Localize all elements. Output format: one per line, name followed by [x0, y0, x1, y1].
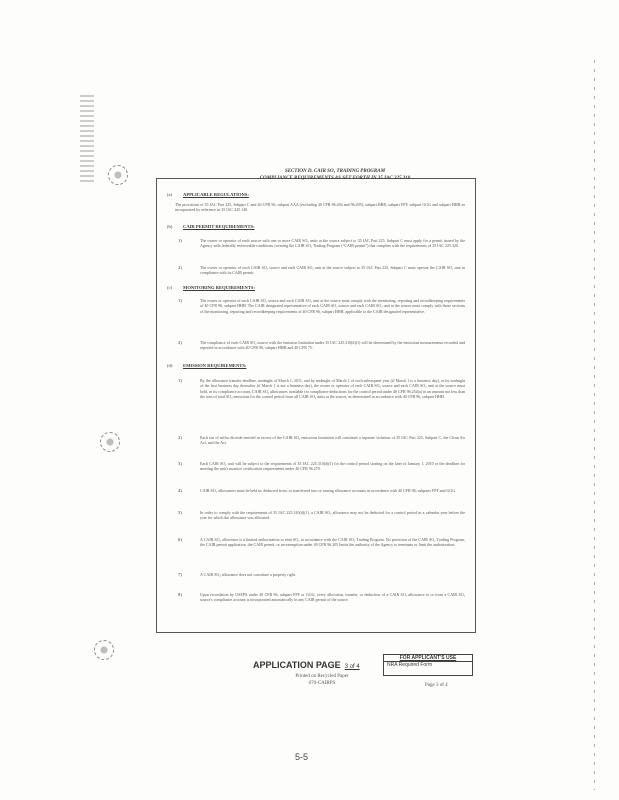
section-d-item-1-text: By the allowance transfer deadline, midnight of March 1, 2011, and by midnight of March 1 of each subsequent year (if March 1 is a business day), or by midnight of the first business day thereafter (if March 1 is not a business day), the owner or operator of each CAIR SO₂ source and each CAIR SO₂ unit at the source must hold, in its compliance account, CAIR SO₂ allowances available for compliance deductions for the control period under 40 CFR 96.254(a) in an amount not less than the tons of total SO₂ emissions for the control period from all CAIR SO₂ units at the source, as determined in accordance with 40 CFR 96, subpart HHH.	[200, 378, 465, 399]
section-a-text: The provisions of 35 IAC Part 225, Subpart C and 40 CFR 96, subpart AAA (excluding 40 CFR 96.204 and 96.205), subpart BBB, subpart FFF, subpart GGG and subpart HHH as incorporated by reference in 35 IAC 225.140.	[175, 202, 465, 213]
section-b-tag: (b)	[167, 224, 173, 229]
footer-recycled: Printed on Recycled Paper	[295, 674, 349, 679]
section-d-item-5-num: 5)	[178, 510, 182, 515]
section-b-item-1-num: 1)	[178, 238, 182, 243]
section-c-item-2-text: The compliance of each CAIR SO₂ source with the emission limitation under 35 IAC 225.310(d)(1) will be determined by the emissions measurements recorded and reported in accordance with 40 CFR 96, subpart HHH and 40 CFR 75.	[200, 340, 465, 351]
section-header	[200, 168, 470, 182]
binder-hole-icon	[108, 165, 128, 185]
page-number: 5-5	[295, 752, 309, 762]
section-d-item-7-text: A CAIR SO₂ allowance does not constitute a property right.	[200, 572, 296, 577]
section-d-item-2-num: 2)	[178, 435, 182, 440]
section-c-item-2-num: 2)	[178, 340, 182, 345]
section-c-item-1-num: 1)	[178, 298, 182, 303]
section-d-item-8-text: Upon recordation by USEPA under 40 CFR 96, subpart FFF or GGG, every allocation, transfer, or deduction of a CAIR SO₂ allowance to or from a CAIR SO₂ source's compliance account is incorporated automatically in any CAIR permit of the source.	[200, 592, 465, 603]
section-d-item-4-num: 4)	[178, 488, 182, 493]
section-d-title: EMISSION REQUIREMENTS:	[183, 363, 247, 368]
section-c-title: MONITORING REQUIREMENTS:	[183, 285, 256, 290]
section-d-item-3-num: 3)	[178, 461, 182, 466]
section-b-title: CAIR PERMIT REQUIREMENTS:	[183, 224, 255, 229]
binder-hole-icon	[100, 432, 120, 452]
section-header-line2: COMPLIANCE REQUIREMENTS AS SET FORTH IN 35 IAC 225.310	[259, 176, 411, 181]
section-d-item-2-text: Each ton of sulfur dioxide emitted in excess of the CAIR SO₂ emissions limitation will constitute a separate violation of 35 IAC Part 225, Subpart C, the Clean Air Act, and the Act.	[200, 435, 465, 446]
section-c-tag: (c)	[167, 285, 173, 290]
side-stamp-mark	[80, 95, 94, 185]
footer-form-code: 070-CAIRPS	[308, 681, 336, 686]
section-d-item-6-text: A CAIR SO₂ allowance is a limited authorization to emit SO₂ in accordance with the CAIR SO₂ Trading Program. No provision of the CAIR SO₂ Trading Program, the CAIR permit application, the CAIR permit, or an exemption under 40 CFR 96.205 limits the authority of the Agency to terminate or limit the authorization.	[200, 537, 465, 548]
section-b-item-1-text: The owner or operator of each source with one or more CAIR SO₂ units at the source subject to 35 IAC Part 225, Subpart C must apply for a permit issued by the Agency with federally enforceable conditions covering the CAIR SO₂ Trading Program (“CAIR permit”) that complies with the requirements of 35 IAC 225.320.	[200, 238, 465, 249]
binder-hole-icon	[94, 640, 114, 660]
section-b-item-2-num: 2)	[178, 265, 182, 270]
application-page-number: 3 of 4	[344, 664, 360, 670]
section-a-title: APPLICABLE REGULATIONS:	[183, 192, 249, 197]
section-header-line1: SECTION D. CAIR SO₂ TRADING PROGRAM	[284, 169, 386, 174]
section-d-item-5-text: In order to comply with the requirements of 35 IAC 225.310(d)(1), a CAIR SO₂ allowance may not be deducted for a control period in a calendar year before the year for which the allowance was allocated.	[200, 510, 465, 521]
application-page-title: APPLICATION PAGE	[253, 660, 341, 670]
section-d-tag: (d)	[167, 363, 173, 368]
section-c-item-1-text: The owner or operator of each CAIR SO₂ source and each CAIR SO₂ unit at the source must comply with the monitoring, reporting and recordkeeping requirements of 40 CFR 96, subpart HHH. The CAIR designated representative of each CAIR SO₂ source and each CAIR SO₂ unit at the source must comply with those sections of the monitoring, reporting and recordkeeping requirements of 40 CFR 96, subpart HHH, applicable to the CAIR designated representative.	[200, 298, 465, 314]
section-a-tag: (a)	[167, 192, 173, 197]
section-d-item-6-num: 6)	[178, 537, 182, 542]
agency-use-value: NRA Required Form	[387, 662, 433, 668]
application-page-label	[253, 660, 360, 670]
agency-use-box	[383, 654, 473, 676]
section-d-item-3-text: Each CAIR SO₂ unit will be subject to the requirements of 35 IAC 225.310(d)(1) for the control period starting on the later of January 1, 2010 or the deadline for meeting the unit's monitor certification requirements under 40 CFR 96.270.	[200, 461, 465, 472]
section-d-item-8-num: 8)	[178, 592, 182, 597]
section-d-item-4-text: CAIR SO₂ allowances must be held in, deducted from, or transferred into or among allowance accounts in accordance with 40 CFR 96, subparts FFF and GGG.	[200, 488, 457, 493]
section-d-item-7-num: 7)	[178, 572, 182, 577]
section-d-item-1-num: 1)	[178, 378, 182, 383]
page-of-label: Page 3 of 4	[425, 683, 448, 688]
agency-use-header: FOR APPLICANT'S USE	[384, 655, 472, 662]
section-b-item-2-text: The owner or operator of each CAIR SO₂ source and each CAIR SO₂ unit at the source subject to 35 IAC Part 225, Subpart C must operate the CAIR SO₂ unit in compliance with its CAIR permit.	[200, 265, 465, 276]
page-edge-shadow	[594, 60, 595, 790]
